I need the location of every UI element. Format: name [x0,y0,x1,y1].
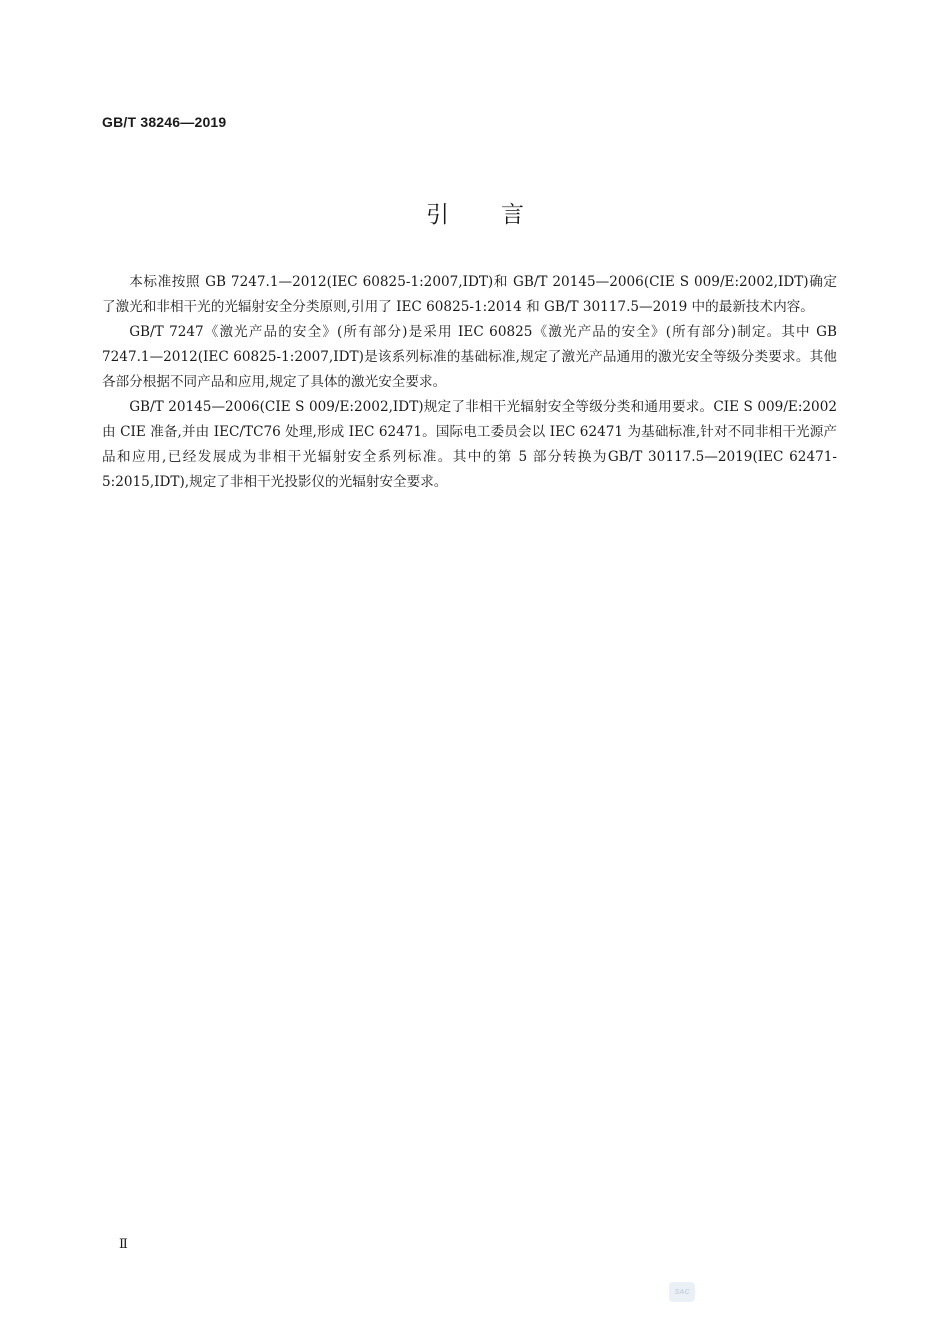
paragraph: 本标准按照 GB 7247.1—2012(IEC 60825-1:2007,IDT)和 GB/T 20145—2006(CIE S 009/E:2002,IDT)确定了激光和非相干光的光辐射安全分类原则,引用了 IEC 60825-1:2014 和 GB/T 30117.5—2019 中的最新技术内容。 [102,274,837,315]
paragraph: GB/T 7247《激光产品的安全》(所有部分)是采用 IEC 60825《激光产品的安全》(所有部分)制定。其中 GB 7247.1—2012(IEC 60825-1:2007,IDT)是该系列标准的基础标准,规定了激光产品通用的激光安全等级分类要求。其他各部分根据不同产品和应用,规定了具体的激光安全要求。 [102,324,837,390]
sac-watermark-logo: SAC [669,1282,695,1302]
page-number: Ⅱ [119,1237,128,1252]
section-title: 引言 [426,202,576,228]
body-text [102,270,837,495]
paragraph: GB/T 20145—2006(CIE S 009/E:2002,IDT)规定了非相干光辐射安全等级分类和通用要求。CIE S 009/E:2002 由 CIE 准备,并由 IEC/TC76 处理,形成 IEC 62471。国际电工委员会以 IEC 62471 为基础标准,针对不同非相干光源产品和应用,已经发展成为非相干光辐射安全系列标准。其中的第 5 部分转换为GB/T 30117.5—2019(IEC 62471-5:2015,IDT),规定了非相干光投影仪的光辐射安全要求。 [102,399,837,490]
standard-number: GB/T 38246—2019 [102,114,227,130]
